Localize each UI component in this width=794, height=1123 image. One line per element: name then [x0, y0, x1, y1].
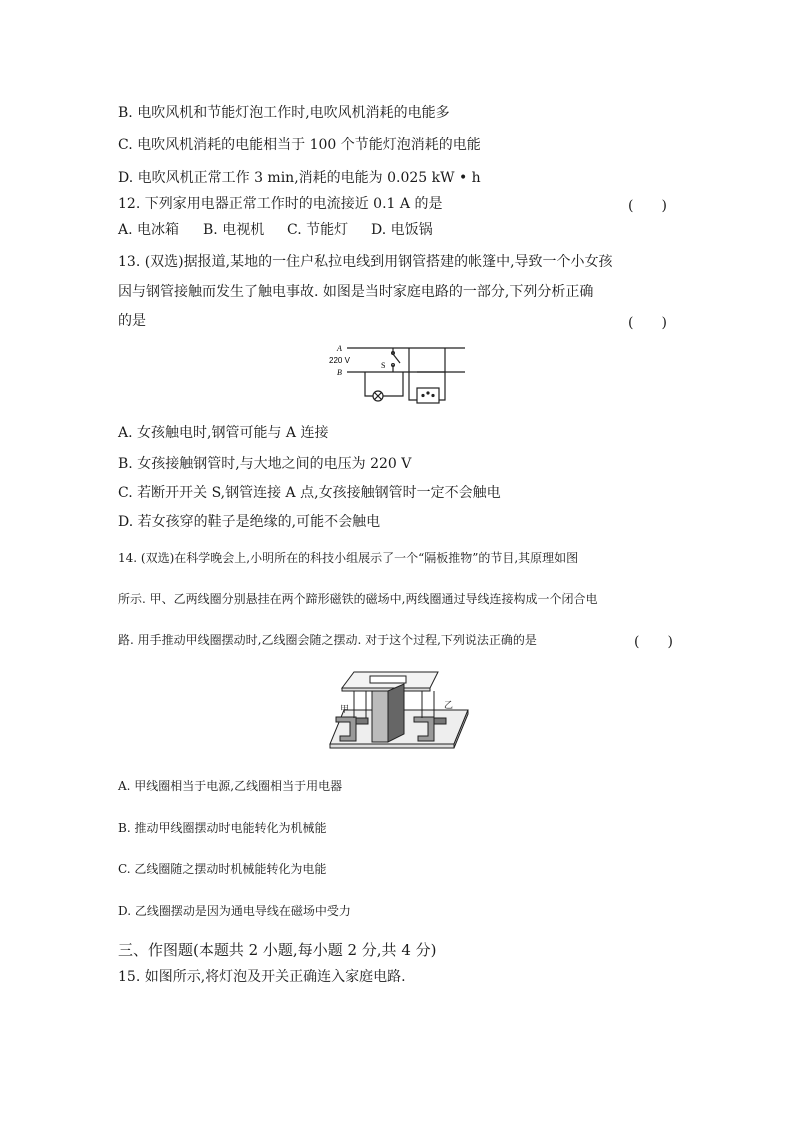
q13-circuit-diagram [325, 338, 475, 408]
q13-stem-line1: 13. (双选)据报道,某地的一住户私拉电线到用钢管搭建的帐篷中,导致一个小女孩 [118, 254, 613, 270]
q14-stem-line1: 14. (双选)在科学晚会上,小明所在的科技小组展示了一个“隔板推物”的节目,其原理如图 [118, 551, 579, 565]
q12-option-b: B. 电视机 [203, 222, 265, 238]
q14-stem-line3: 路. 用手推动甲线圈摆动时,乙线圈会随之摆动. 对于这个过程,下列说法正确的是 [118, 633, 537, 647]
q11-option-b: B. 电吹风机和节能灯泡工作时,电吹风机消耗的电能多 [118, 105, 450, 121]
q13-option-c: C. 若断开开关 S,钢管连接 A 点,女孩接触钢管时一定不会触电 [118, 485, 501, 501]
q13-stem-line3: 的是 [118, 313, 146, 329]
q14-option-b: B. 推动甲线圈摆动时电能转化为机械能 [118, 821, 327, 835]
lamp-icon [373, 391, 383, 401]
q12-option-d: D. 电饭锅 [371, 222, 433, 238]
q13-answer-paren: ( ) [628, 315, 667, 331]
q14-option-a: A. 甲线圈相当于电源,乙线圈相当于用电器 [118, 779, 343, 793]
label-yi: 乙 [444, 701, 454, 711]
q12-option-a: A. 电冰箱 [118, 222, 180, 238]
q11-option-c: C. 电吹风机消耗的电能相当于 100 个节能灯泡消耗的电能 [118, 137, 481, 153]
section-3-heading: 三、作图题(本题共 2 小题,每小题 2 分,共 4 分) [118, 941, 437, 959]
q14-option-d: D. 乙线圈摆动是因为通电导线在磁场中受力 [118, 904, 351, 918]
q14-option-c: C. 乙线圈随之摆动时机械能转化为电能 [118, 862, 327, 876]
q12-options [118, 221, 433, 239]
q13-option-a: A. 女孩触电时,钢管可能与 A 连接 [118, 425, 329, 441]
label-a: A [337, 344, 342, 353]
q11-option-d: D. 电吹风机正常工作 3 min,消耗的电能为 0.025 kW • h [118, 170, 481, 186]
q12-stem: 12. 下列家用电器正常工作时的电流接近 0.1 A 的是 [118, 196, 443, 212]
label-jia: 甲 [340, 705, 350, 715]
q13-option-d: D. 若女孩穿的鞋子是绝缘的,可能不会触电 [118, 514, 381, 530]
socket-icon [417, 388, 439, 403]
q12-option-c: C. 节能灯 [287, 222, 349, 238]
q13-option-b: B. 女孩接触钢管时,与大地之间的电压为 220 V [118, 456, 412, 472]
q14-answer-paren: ( ) [634, 634, 673, 650]
q14-stem-line2: 所示. 甲、乙两线圈分别悬挂在两个蹄形磁铁的磁场中,两线圈通过导线连接构成一个闭合电 [118, 592, 598, 606]
q14-apparatus-figure [326, 664, 470, 756]
label-switch: S [381, 361, 386, 370]
q13-stem-line2: 因与钢管接触而发生了触电事故. 如图是当时家庭电路的一部分,下列分析正确 [118, 284, 594, 300]
label-b: B [337, 368, 342, 377]
q15-stem: 15. 如图所示,将灯泡及开关正确连入家庭电路. [118, 969, 406, 985]
label-voltage: 220 V [329, 356, 350, 365]
q12-answer-paren: ( ) [628, 198, 667, 214]
